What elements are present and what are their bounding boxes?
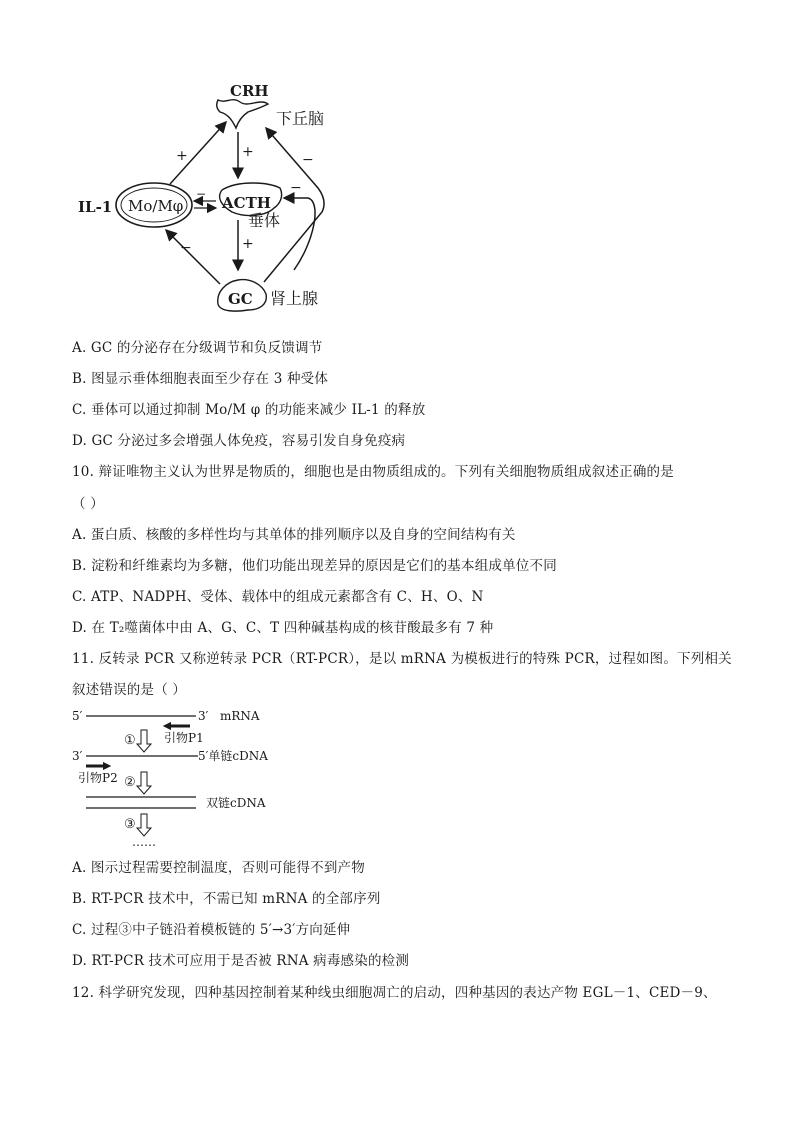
rt-pcr-diagram [70, 704, 330, 854]
svg-text:−: − [196, 187, 207, 201]
primer-p2-label: 引物P2 [78, 771, 118, 785]
svg-text:+: + [242, 144, 254, 160]
q9-option-c: C. 垂体可以通过抑制 Mo/M φ 的功能来减少 IL-1 的释放 [72, 402, 426, 418]
adrenal-label: 肾上腺 [270, 289, 319, 308]
svg-text:+: + [242, 236, 254, 252]
mrna-label: mRNA [220, 709, 260, 723]
arrow-gc-to-crh [264, 128, 324, 282]
q11-option-c: C. 过程③中子链沿着模板链的 5′→3′方向延伸 [72, 922, 351, 938]
q12-stem: 12. 科学研究发现，四种基因控制着某种线虫细胞凋亡的启动，四种基因的表达产物 EGL－1、CED－9、 [72, 985, 717, 1001]
q11-stem-line1: 11. 反转录 PCR 又称逆转录 PCR（RT-PCR），是以 mRNA 为模板进行的特殊 PCR，过程如图。下列相关 [72, 651, 732, 667]
svg-text:③: ③ [124, 817, 136, 832]
svg-text:②: ② [124, 775, 136, 790]
il1-label: IL-1 [78, 198, 113, 216]
q11-option-b: B. RT-PCR 技术中，不需已知 mRNA 的全部序列 [72, 891, 381, 907]
q10-option-d: D. 在 T₂噬菌体中由 A、G、C、T 四种碱基构成的核苷酸最多有 7 种 [72, 620, 494, 636]
q9-option-a: A. GC 的分泌存在分级调节和负反馈调节 [72, 340, 323, 356]
acth-label: ACTH [222, 194, 271, 212]
svg-text:①: ① [124, 733, 136, 748]
arrow-gc-to-mo [166, 230, 220, 284]
q10-option-a: A. 蛋白质、核酸的多样性均与其单体的排列顺序以及自身的空间结构有关 [72, 527, 516, 543]
svg-text:3′: 3′ [72, 749, 83, 763]
svg-text:+: + [176, 148, 188, 164]
svg-text:−: − [180, 240, 192, 256]
q11-option-d: D. RT-PCR 技术可应用于是否被 RNA 病毒感染的检测 [72, 953, 410, 969]
arrow-gc-to-acth [284, 198, 315, 270]
q10-paren: （ ） [72, 496, 104, 512]
q9-option-b: B. 图显示垂体细胞表面至少存在 3 种受体 [72, 371, 329, 387]
q9-option-d: D. GC 分泌过多会增强人体免疫，容易引发自身免疫病 [72, 433, 406, 449]
gc-label: GC [228, 290, 253, 308]
q10-option-b: B. 淀粉和纤维素均为多糖，他们功能出现差异的原因是它们的基本组成单位不同 [72, 558, 557, 574]
ss-cdna-label: 5′单链cDNA [198, 749, 268, 763]
q10-stem: 10. 辩证唯物主义认为世界是物质的，细胞也是由物质组成的。下列有关细胞物质组成叙述正确的是 [72, 464, 674, 480]
q11-stem-line2: 叙述错误的是（ ） [72, 682, 187, 698]
q11-option-a: A. 图示过程需要控制温度，否则可能得不到产物 [72, 860, 365, 876]
hpa-axis-diagram [70, 72, 370, 322]
svg-text:−: − [290, 180, 302, 196]
svg-text:5′: 5′ [72, 709, 83, 723]
ds-cdna-label: 双链cDNA [206, 796, 266, 810]
macrophage-label: Mo/Mφ [128, 197, 184, 215]
svg-text:−: − [302, 152, 314, 168]
svg-text:3′: 3′ [198, 709, 209, 723]
q10-option-c: C. ATP、NADPH、受体、载体中的组成元素都含有 C、H、O、N [72, 589, 484, 605]
svg-text:……: …… [132, 835, 156, 849]
primer-p1-label: 引物P1 [164, 731, 204, 745]
pituitary-label: 垂体 [248, 211, 281, 230]
hypothalamus-label: 下丘脑 [276, 109, 325, 128]
crh-label: CRH [230, 82, 269, 100]
